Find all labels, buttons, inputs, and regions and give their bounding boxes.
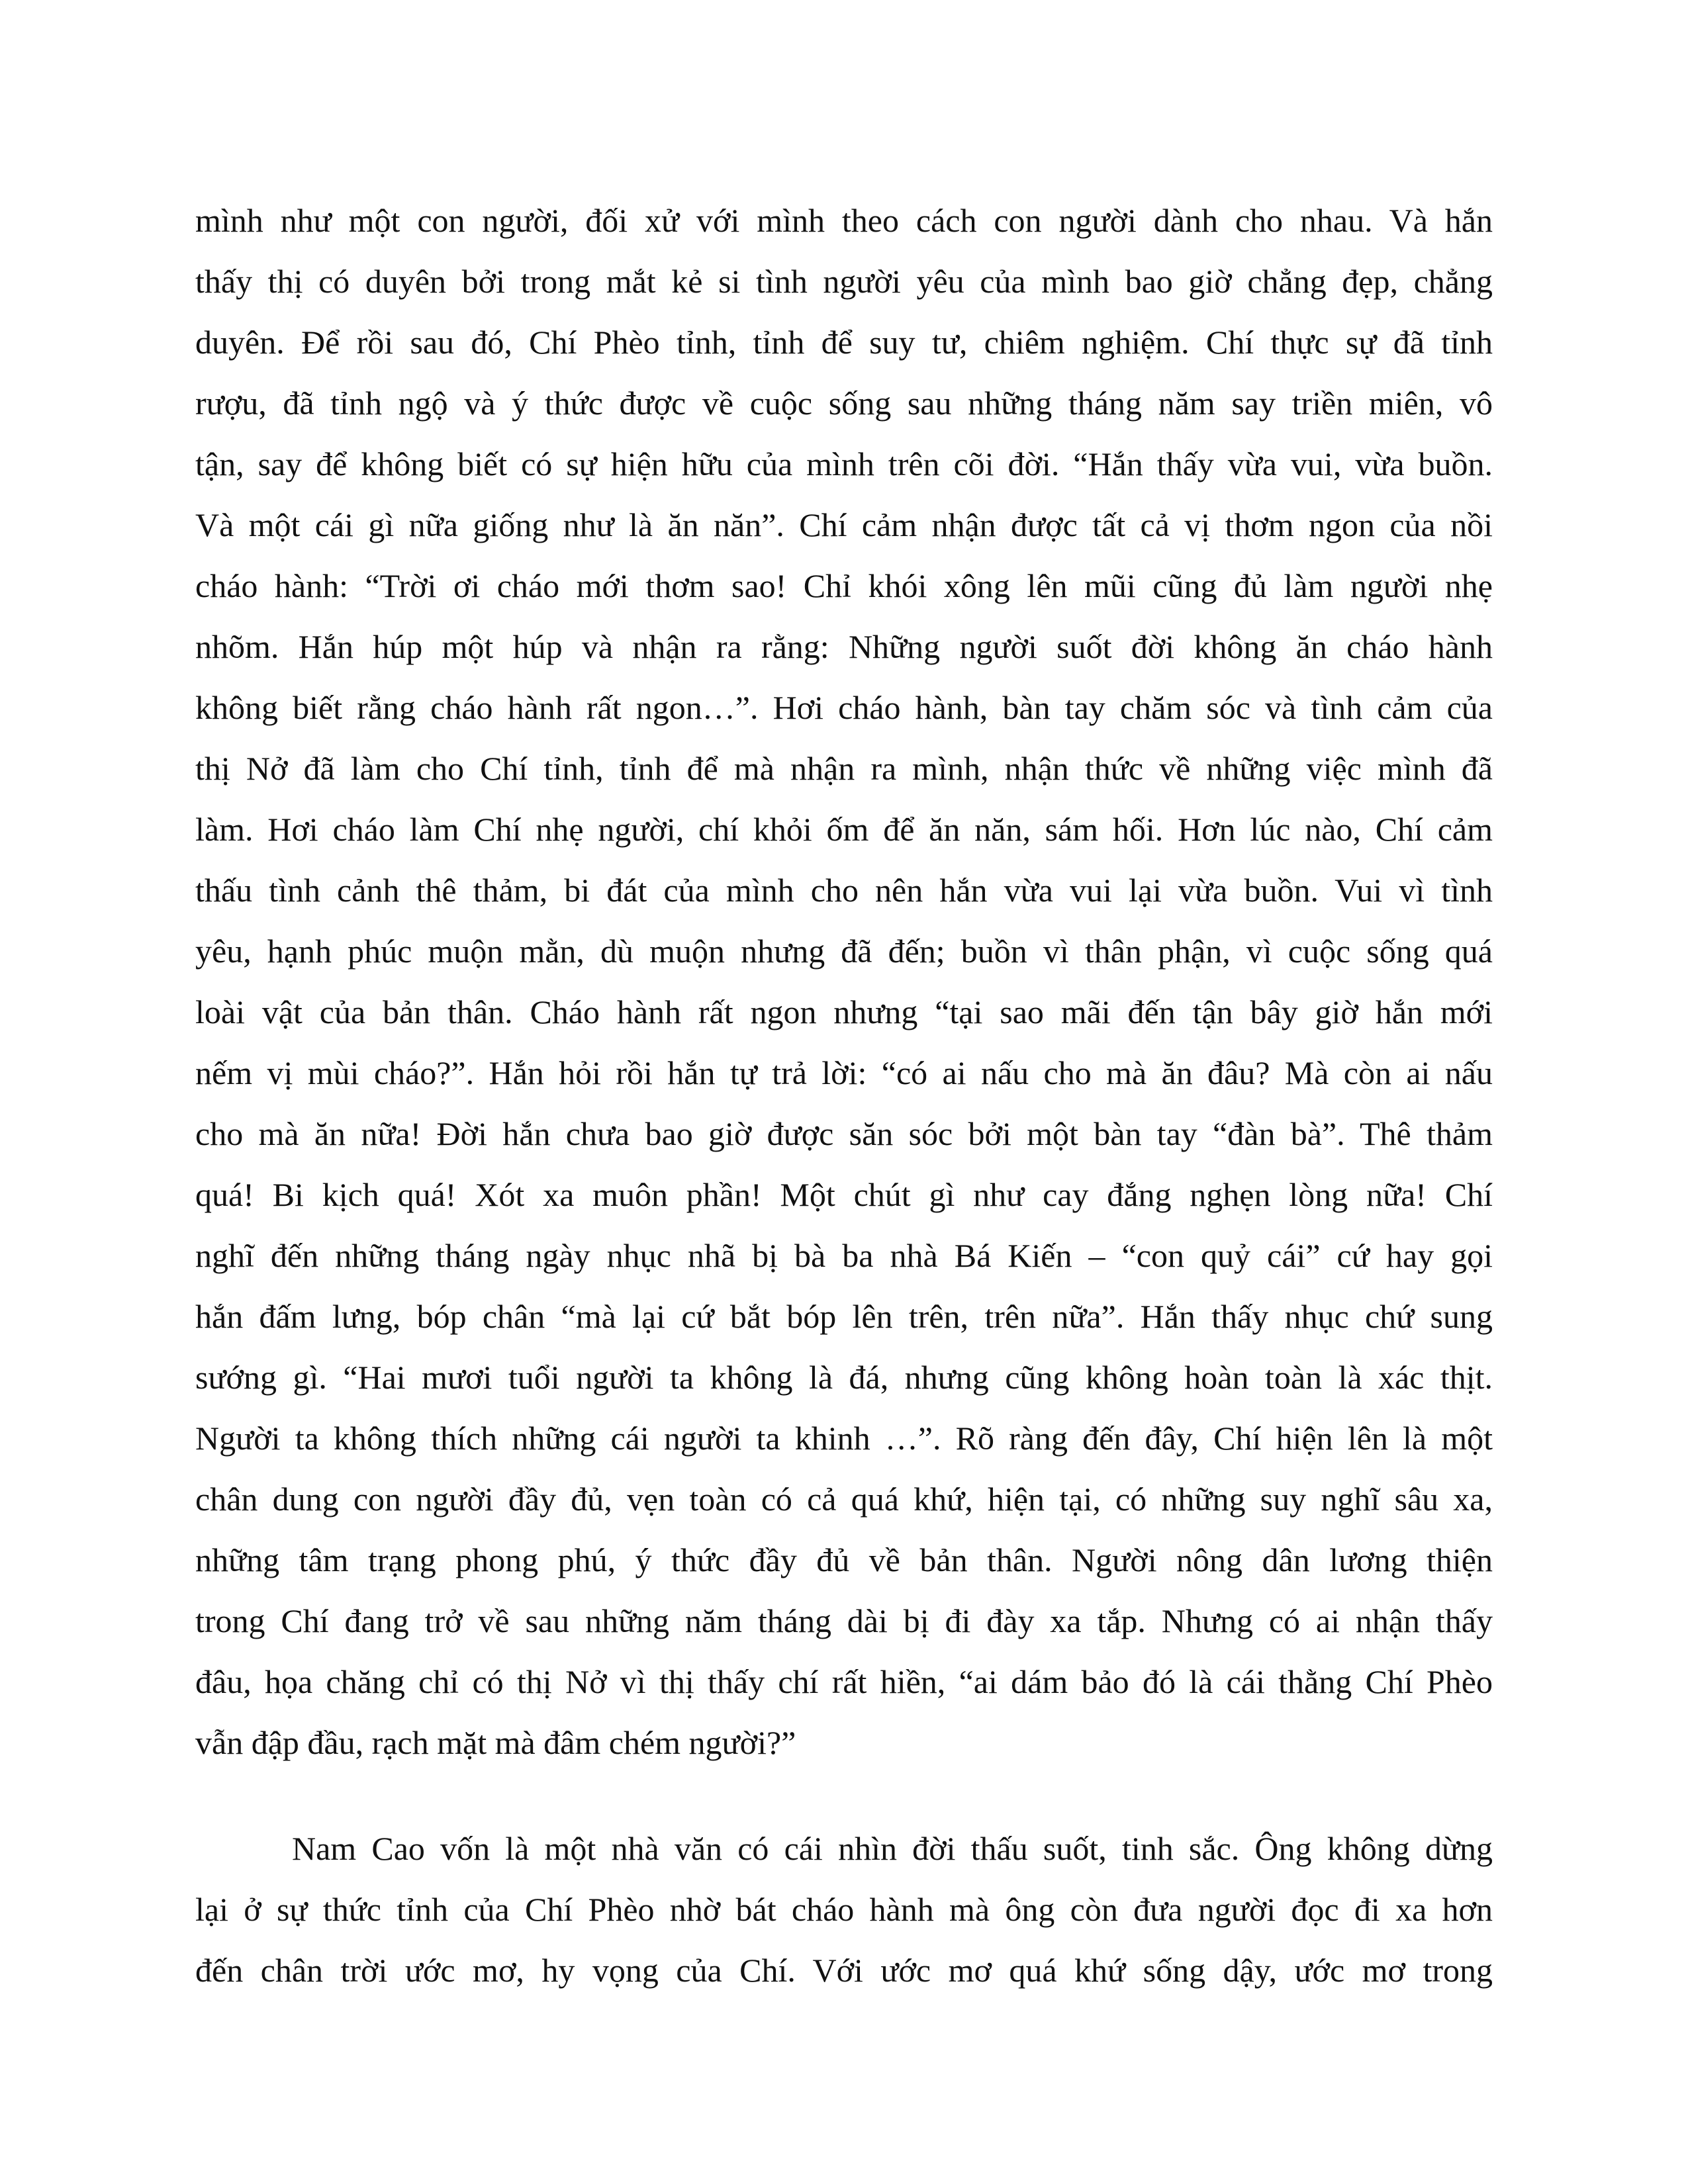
text-line: nghĩ đến những tháng ngày nhục nhã bị bà ba nhà Bá Kiến – “con quỷ cái” cứ hay gọi xyxy=(195,1237,1493,1274)
text-line: đến chân trời ước mơ, hy vọng của Chí. Với ước mơ quá khứ sống dậy, ước mơ trong xyxy=(195,1952,1493,1989)
text-line: lại ở sự thức tỉnh của Chí Phèo nhờ bát cháo hành mà ông còn đưa người đọc đi xa hơn xyxy=(195,1891,1493,1928)
text-line: đâu, họa chăng chỉ có thị Nở vì thị thấy chí rất hiền, “ai dám bảo đó là cái thằng Chí Phèo xyxy=(195,1663,1493,1700)
text-line: làm. Hơi cháo làm Chí nhẹ người, chí khỏi ốm để ăn năn, sám hối. Hơn lúc nào, Chí cảm xyxy=(195,811,1493,848)
text-line: loài vật của bản thân. Cháo hành rất ngon nhưng “tại sao mãi đến tận bây giờ hắn mới xyxy=(195,993,1493,1030)
text-line: không biết rằng cháo hành rất ngon…”. Hơi cháo hành, bàn tay chăm sóc và tình cảm của xyxy=(195,689,1493,726)
text-line: chân dung con người đầy đủ, vẹn toàn có cả quá khứ, hiện tại, có những suy nghĩ sâu xa, xyxy=(195,1480,1493,1518)
text-line: Nam Cao vốn là một nhà văn có cái nhìn đời thấu suốt, tinh sắc. Ông không dừng xyxy=(292,1830,1493,1867)
text-line: trong Chí đang trở về sau những năm tháng dài bị đi đày xa tắp. Nhưng có ai nhận thấy xyxy=(195,1602,1493,1639)
text-line: cho mà ăn nữa! Đời hắn chưa bao giờ được săn sóc bởi một bàn tay “đàn bà”. Thê thảm xyxy=(195,1115,1493,1152)
paragraph-1 xyxy=(195,190,1493,1773)
text-line: thấu tình cảnh thê thảm, bi đát của mình cho nên hắn vừa vui lại vừa buồn. Vui vì tình xyxy=(195,872,1493,909)
text-line: thấy thị có duyên bởi trong mắt kẻ si tình người yêu của mình bao giờ chẳng đẹp, chẳng xyxy=(195,263,1493,300)
text-line: nhõm. Hắn húp một húp và nhận ra rằng: Những người suốt đời không ăn cháo hành xyxy=(195,628,1493,665)
text-line: Và một cái gì nữa giống như là ăn năn”. Chí cảm nhận được tất cả vị thơm ngon của nồi xyxy=(195,506,1493,543)
text-line: nếm vị mùi cháo?”. Hắn hỏi rồi hắn tự trả lời: “có ai nấu cho mà ăn đâu? Mà còn ai nấu xyxy=(195,1054,1493,1091)
text-line: mình như một con người, đối xử với mình theo cách con người dành cho nhau. Và hắn xyxy=(195,202,1493,239)
text-line: quá! Bi kịch quá! Xót xa muôn phần! Một chút gì như cay đắng nghẹn lòng nữa! Chí xyxy=(195,1176,1493,1213)
text-line: cháo hành: “Trời ơi cháo mới thơm sao! Chỉ khói xông lên mũi cũng đủ làm người nhẹ xyxy=(195,567,1493,604)
text-line: tận, say để không biết có sự hiện hữu của mình trên cõi đời. “Hắn thấy vừa vui, vừa buồn. xyxy=(195,445,1493,482)
text-line: duyên. Để rồi sau đó, Chí Phèo tỉnh, tỉnh để suy tư, chiêm nghiệm. Chí thực sự đã tỉnh xyxy=(195,324,1493,361)
text-line: những tâm trạng phong phú, ý thức đầy đủ về bản thân. Người nông dân lương thiện xyxy=(195,1541,1493,1578)
text-line: Người ta không thích những cái người ta khinh …”. Rõ ràng đến đây, Chí hiện lên là một xyxy=(195,1420,1493,1457)
text-line: thị Nở đã làm cho Chí tỉnh, tỉnh để mà nhận ra mình, nhận thức về những việc mình đã xyxy=(195,750,1493,787)
text-line: hắn đấm lưng, bóp chân “mà lại cứ bắt bóp lên trên, trên nữa”. Hắn thấy nhục chứ sung xyxy=(195,1298,1493,1335)
text-line: rượu, đã tỉnh ngộ và ý thức được về cuộc sống sau những tháng năm say triền miên, vô xyxy=(195,385,1493,422)
text-line: vẫn đập đầu, rạch mặt mà đâm chém người?” xyxy=(195,1724,796,1761)
paragraph-2 xyxy=(195,1818,1493,2001)
text-line: sướng gì. “Hai mươi tuổi người ta không là đá, nhưng cũng không hoàn toàn là xác thịt. xyxy=(195,1359,1493,1396)
text-line: yêu, hạnh phúc muộn mằn, dù muộn nhưng đã đến; buồn vì thân phận, vì cuộc sống quá xyxy=(195,933,1493,970)
